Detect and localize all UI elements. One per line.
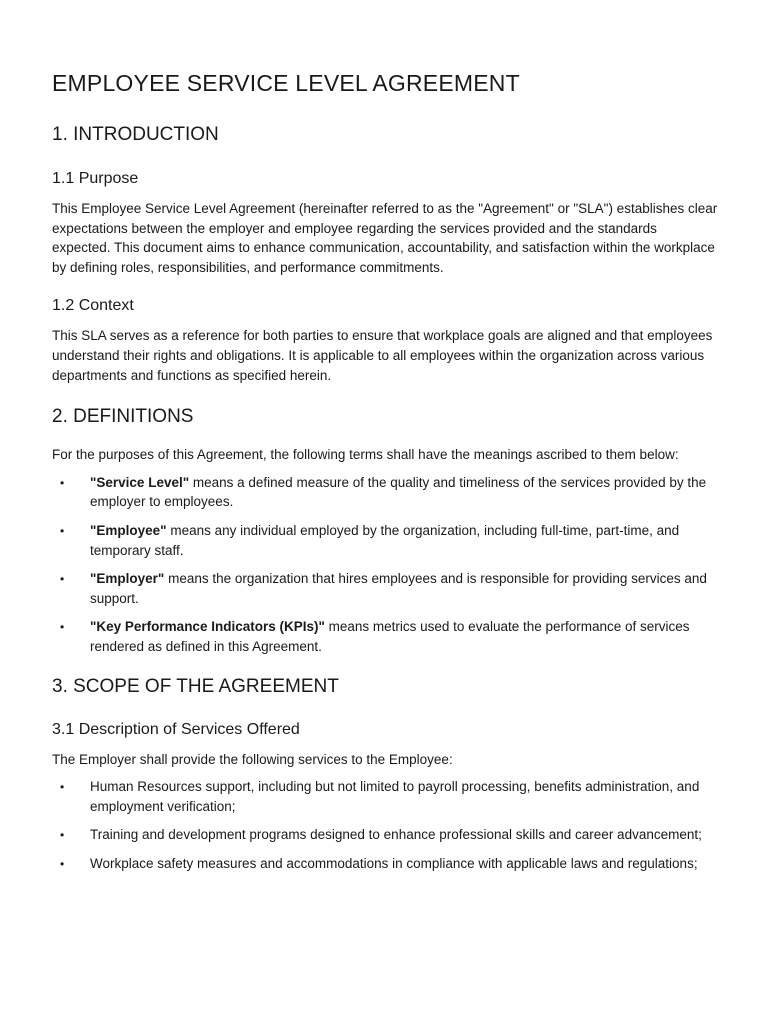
definitions-list — [52, 473, 718, 657]
subsection-heading-context: 1.2 Context — [52, 297, 134, 315]
definition-term: "Service Level" — [90, 474, 190, 490]
definition-text: means any individual employed by the organization, including full-time, part-time, and temporary staff. — [90, 522, 680, 558]
definition-term: "Employee" — [90, 522, 167, 538]
services-list — [52, 777, 718, 873]
service-item — [52, 854, 718, 874]
definitions-intro-paragraph: For the purposes of this Agreement, the following terms shall have the meanings ascribed to them below: — [52, 447, 679, 463]
definition-text: means a defined measure of the quality and timeliness of the services provided by the employer to employees. — [90, 474, 707, 510]
service-item — [52, 777, 718, 816]
section-heading-definitions: 2. DEFINITIONS — [52, 406, 194, 428]
subsection-heading-services: 3.1 Description of Services Offered — [52, 720, 300, 738]
definition-item — [52, 521, 718, 560]
context-paragraph: This SLA serves as a reference for both parties to ensure that workplace goals are aligned and that employees understand their rights and obligations. It is applicable to all employees within the organization across various departments and functions as specified herein. — [52, 328, 713, 383]
definition-term: "Key Performance Indicators (KPIs)" — [90, 619, 325, 635]
purpose-paragraph: This Employee Service Level Agreement (hereinafter referred to as the "Agreement" or "SLA") establishes clear expectations between the employer and employee regarding the services provided and the standards expected. This document aims to enhance communication, accountability, and satisfaction within the workplace by defining roles, responsibilities, and performance commitments. — [52, 201, 718, 275]
bullet-icon: • — [60, 475, 65, 490]
definition-item — [52, 569, 718, 608]
definition-item — [52, 473, 718, 512]
bullet-icon: • — [60, 856, 65, 871]
document-title: EMPLOYEE SERVICE LEVEL AGREEMENT — [52, 70, 520, 96]
service-text: Training and development programs designed to enhance professional skills and career advancement; — [90, 827, 702, 843]
bullet-icon: • — [60, 828, 65, 843]
section-heading-scope: 3. SCOPE OF THE AGREEMENT — [52, 675, 339, 697]
service-item — [52, 825, 718, 845]
services-intro-paragraph: The Employer shall provide the following services to the Employee: — [52, 751, 453, 767]
definition-text: means the organization that hires employees and is responsible for providing services and support. — [90, 571, 707, 606]
definition-item — [52, 617, 718, 656]
service-text: Workplace safety measures and accommodations in compliance with applicable laws and regulations; — [90, 855, 698, 871]
definition-term: "Employer" — [90, 571, 165, 587]
bullet-icon: • — [60, 780, 65, 795]
section-heading-introduction: 1. INTRODUCTION — [52, 124, 219, 145]
definition-text: means metrics used to evaluate the performance of services rendered as defined in this Agreement. — [90, 619, 690, 654]
bullet-icon: • — [60, 572, 65, 587]
service-text: Human Resources support, including but not limited to payroll processing, benefits administration, and employment verification; — [90, 779, 700, 814]
bullet-icon: • — [60, 620, 65, 635]
bullet-icon: • — [60, 523, 65, 538]
subsection-heading-purpose: 1.1 Purpose — [52, 170, 139, 187]
